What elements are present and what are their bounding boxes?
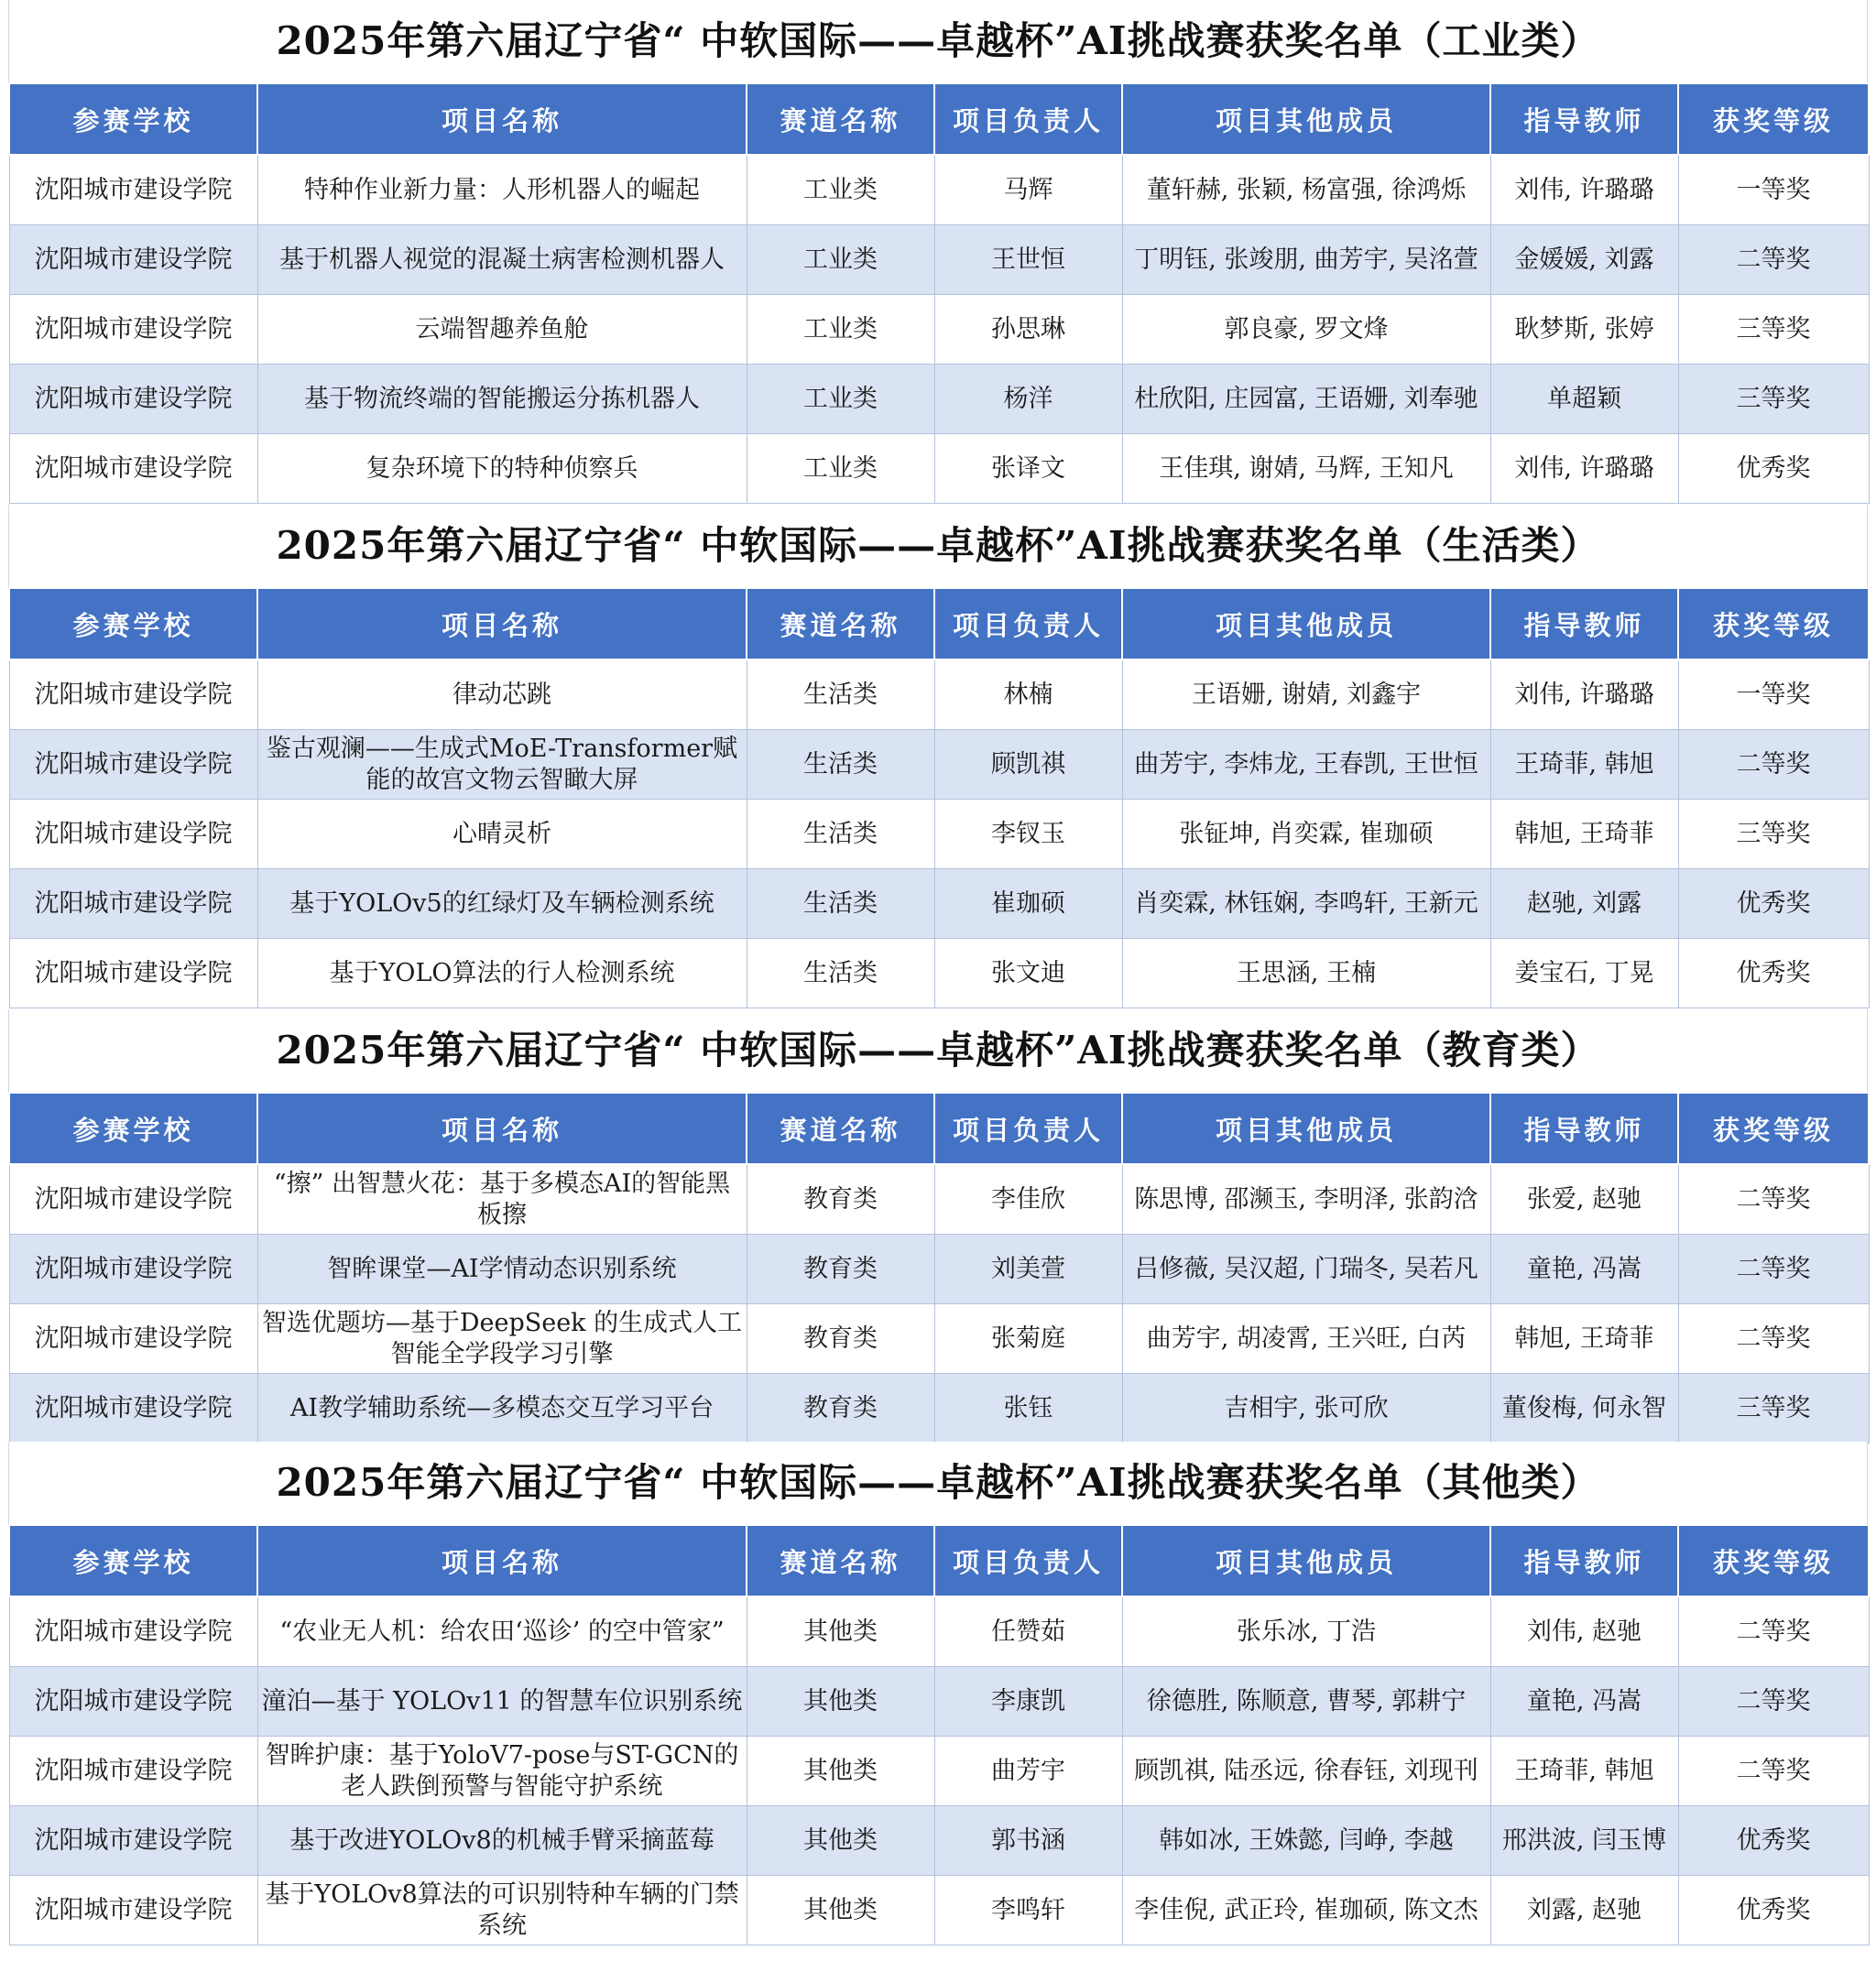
column-header: 获奖等级 xyxy=(1678,83,1869,155)
award-table xyxy=(8,1092,1870,1444)
table-row xyxy=(9,225,1869,295)
table-cell: 优秀奖 xyxy=(1678,1876,1869,1945)
table-cell: 沈阳城市建设学院 xyxy=(9,1164,257,1235)
table-cell: 李康凯 xyxy=(934,1667,1122,1737)
table-cell: 李佳倪, 武正玲, 崔珈硕, 陈文杰 xyxy=(1122,1876,1490,1945)
table-row xyxy=(9,1235,1869,1304)
table-cell: 教育类 xyxy=(747,1304,934,1374)
table-cell: “农业无人机：给农田‘巡诊’ 的空中管家” xyxy=(257,1596,747,1667)
table-cell: 张文迪 xyxy=(934,939,1122,1008)
table-cell: 王思涵, 王楠 xyxy=(1122,939,1490,1008)
table-cell: 姜宝石, 丁晃 xyxy=(1490,939,1678,1008)
table-cell: 王琦菲, 韩旭 xyxy=(1490,730,1678,800)
table-cell: 优秀奖 xyxy=(1678,1806,1869,1876)
table-cell: 沈阳城市建设学院 xyxy=(9,1737,257,1806)
table-cell: “擦” 出智慧火花：基于多模态AI的智能黑板擦 xyxy=(257,1164,747,1235)
table-cell: 王琦菲, 韩旭 xyxy=(1490,1737,1678,1806)
table-cell: 刘伟, 许璐璐 xyxy=(1490,434,1678,504)
column-header: 赛道名称 xyxy=(747,1525,934,1596)
table-cell: 单超颖 xyxy=(1490,365,1678,434)
table-cell: 工业类 xyxy=(747,225,934,295)
table-cell: 二等奖 xyxy=(1678,1596,1869,1667)
table-cell: 沈阳城市建设学院 xyxy=(9,295,257,365)
column-header: 项目名称 xyxy=(257,1093,747,1164)
section-title: 2025年第六届辽宁省“ 中软国际——卓越杯”AI挑战赛获奖名单（其他类） xyxy=(8,1442,1868,1524)
table-cell: 复杂环境下的特种侦察兵 xyxy=(257,434,747,504)
table-cell: 张爱, 赵驰 xyxy=(1490,1164,1678,1235)
column-header: 赛道名称 xyxy=(747,588,934,659)
table-cell: 特种作业新力量：人形机器人的崛起 xyxy=(257,155,747,225)
table-cell: 李钗玉 xyxy=(934,800,1122,869)
table-cell: 金媛媛, 刘露 xyxy=(1490,225,1678,295)
table-cell: 张钲坤, 肖奕霖, 崔珈硕 xyxy=(1122,800,1490,869)
table-row xyxy=(9,295,1869,365)
table-cell: 教育类 xyxy=(747,1374,934,1444)
table-row xyxy=(9,869,1869,939)
column-header: 指导教师 xyxy=(1490,588,1678,659)
award-table xyxy=(8,82,1870,504)
table-cell: 张译文 xyxy=(934,434,1122,504)
table-cell: 张乐冰, 丁浩 xyxy=(1122,1596,1490,1667)
table-cell: 二等奖 xyxy=(1678,225,1869,295)
award-section xyxy=(8,1009,1868,1444)
table-cell: 律动芯跳 xyxy=(257,659,747,730)
section-title: 2025年第六届辽宁省“ 中软国际——卓越杯”AI挑战赛获奖名单（生活类） xyxy=(8,505,1868,587)
table-cell: 刘伟, 许璐璐 xyxy=(1490,155,1678,225)
column-header: 参赛学校 xyxy=(9,1525,257,1596)
table-row xyxy=(9,1806,1869,1876)
table-cell: 沈阳城市建设学院 xyxy=(9,155,257,225)
table-cell: 任赞茹 xyxy=(934,1596,1122,1667)
table-cell: 董轩赫, 张颖, 杨富强, 徐鸿烁 xyxy=(1122,155,1490,225)
table-cell: 云端智趣养鱼舱 xyxy=(257,295,747,365)
table-cell: 一等奖 xyxy=(1678,155,1869,225)
table-row xyxy=(9,365,1869,434)
column-header: 项目名称 xyxy=(257,588,747,659)
table-cell: 王世恒 xyxy=(934,225,1122,295)
table-cell: 工业类 xyxy=(747,365,934,434)
table-cell: 生活类 xyxy=(747,869,934,939)
table-cell: 刘美萱 xyxy=(934,1235,1122,1304)
table-cell: 崔珈硕 xyxy=(934,869,1122,939)
table-cell: 三等奖 xyxy=(1678,800,1869,869)
column-header: 项目负责人 xyxy=(934,83,1122,155)
table-cell: 二等奖 xyxy=(1678,730,1869,800)
award-section xyxy=(8,0,1868,504)
table-cell: 马辉 xyxy=(934,155,1122,225)
column-header: 项目负责人 xyxy=(934,588,1122,659)
table-cell: 张钰 xyxy=(934,1374,1122,1444)
table-cell: 二等奖 xyxy=(1678,1164,1869,1235)
table-cell: 李佳欣 xyxy=(934,1164,1122,1235)
table-cell: 基于机器人视觉的混凝土病害检测机器人 xyxy=(257,225,747,295)
table-cell: 心晴灵析 xyxy=(257,800,747,869)
award-table xyxy=(8,587,1870,1008)
column-header: 参赛学校 xyxy=(9,83,257,155)
column-header: 赛道名称 xyxy=(747,83,934,155)
table-cell: 生活类 xyxy=(747,659,934,730)
table-cell: 基于物流终端的智能搬运分拣机器人 xyxy=(257,365,747,434)
table-cell: 张菊庭 xyxy=(934,1304,1122,1374)
table-cell: 工业类 xyxy=(747,295,934,365)
table-cell: 肖奕霖, 林钰娴, 李鸣轩, 王新元 xyxy=(1122,869,1490,939)
table-row xyxy=(9,1304,1869,1374)
table-cell: 沈阳城市建设学院 xyxy=(9,1667,257,1737)
table-cell: 赵驰, 刘露 xyxy=(1490,869,1678,939)
table-cell: 其他类 xyxy=(747,1737,934,1806)
table-cell: 童艳, 冯嵩 xyxy=(1490,1235,1678,1304)
table-cell: 智眸课堂—AI学情动态识别系统 xyxy=(257,1235,747,1304)
table-cell: 沈阳城市建设学院 xyxy=(9,1374,257,1444)
table-cell: 二等奖 xyxy=(1678,1737,1869,1806)
table-cell: 董俊梅, 何永智 xyxy=(1490,1374,1678,1444)
table-cell: 顾凯祺, 陆丞远, 徐春钰, 刘现刊 xyxy=(1122,1737,1490,1806)
table-cell: 其他类 xyxy=(747,1596,934,1667)
header-row xyxy=(9,83,1869,155)
table-cell: 邢洪波, 闫玉博 xyxy=(1490,1806,1678,1876)
table-cell: 沈阳城市建设学院 xyxy=(9,365,257,434)
table-cell: 生活类 xyxy=(747,800,934,869)
column-header: 获奖等级 xyxy=(1678,1093,1869,1164)
table-cell: 二等奖 xyxy=(1678,1304,1869,1374)
column-header: 项目其他成员 xyxy=(1122,588,1490,659)
table-cell: 鉴古观澜——生成式MoE-Transformer赋能的故宫文物云智瞰大屏 xyxy=(257,730,747,800)
section-title: 2025年第六届辽宁省“ 中软国际——卓越杯”AI挑战赛获奖名单（教育类） xyxy=(8,1009,1868,1092)
table-cell: 丁明钰, 张竣朋, 曲芳宇, 吴洺萱 xyxy=(1122,225,1490,295)
column-header: 项目名称 xyxy=(257,1525,747,1596)
table-cell: 基于改进YOLOv8的机械手臂采摘蓝莓 xyxy=(257,1806,747,1876)
table-row xyxy=(9,800,1869,869)
table-row xyxy=(9,1374,1869,1444)
table-cell: 李鸣轩 xyxy=(934,1876,1122,1945)
column-header: 项目其他成员 xyxy=(1122,1525,1490,1596)
table-cell: 曲芳宇 xyxy=(934,1737,1122,1806)
table-row xyxy=(9,659,1869,730)
table-cell: 王佳琪, 谢婧, 马辉, 王知凡 xyxy=(1122,434,1490,504)
table-cell: 刘伟, 许璐璐 xyxy=(1490,659,1678,730)
table-cell: 沈阳城市建设学院 xyxy=(9,225,257,295)
table-cell: 郭书涵 xyxy=(934,1806,1122,1876)
table-cell: 吉相宇, 张可欣 xyxy=(1122,1374,1490,1444)
table-cell: 优秀奖 xyxy=(1678,869,1869,939)
table-cell: 杜欣阳, 庄园富, 王语姗, 刘奉驰 xyxy=(1122,365,1490,434)
column-header: 参赛学校 xyxy=(9,588,257,659)
table-cell: 沈阳城市建设学院 xyxy=(9,730,257,800)
table-cell: 潼泊—基于 YOLOv11 的智慧车位识别系统 xyxy=(257,1667,747,1737)
table-cell: 教育类 xyxy=(747,1235,934,1304)
award-section xyxy=(8,1442,1868,1945)
table-row xyxy=(9,1667,1869,1737)
table-cell: 三等奖 xyxy=(1678,1374,1869,1444)
table-cell: 杨洋 xyxy=(934,365,1122,434)
header-row xyxy=(9,1093,1869,1164)
table-cell: 沈阳城市建设学院 xyxy=(9,659,257,730)
table-row xyxy=(9,1164,1869,1235)
table-cell: 沈阳城市建设学院 xyxy=(9,1235,257,1304)
table-cell: 郭良豪, 罗文烽 xyxy=(1122,295,1490,365)
header-row xyxy=(9,1525,1869,1596)
column-header: 获奖等级 xyxy=(1678,588,1869,659)
table-cell: 刘伟, 赵驰 xyxy=(1490,1596,1678,1667)
table-cell: 一等奖 xyxy=(1678,659,1869,730)
table-cell: 徐德胜, 陈顺意, 曹琴, 郭耕宁 xyxy=(1122,1667,1490,1737)
column-header: 项目负责人 xyxy=(934,1525,1122,1596)
table-cell: 童艳, 冯嵩 xyxy=(1490,1667,1678,1737)
table-row xyxy=(9,1596,1869,1667)
award-section xyxy=(8,505,1868,1008)
table-cell: 基于YOLO算法的行人检测系统 xyxy=(257,939,747,1008)
column-header: 获奖等级 xyxy=(1678,1525,1869,1596)
table-cell: 陈思博, 邵濒玉, 李明泽, 张韵浛 xyxy=(1122,1164,1490,1235)
table-row xyxy=(9,1876,1869,1945)
table-row xyxy=(9,730,1869,800)
table-cell: 沈阳城市建设学院 xyxy=(9,1596,257,1667)
table-cell: 智眸护康：基于YoloV7-pose与ST-GCN的老人跌倒预警与智能守护系统 xyxy=(257,1737,747,1806)
table-cell: 王语姗, 谢婧, 刘鑫宇 xyxy=(1122,659,1490,730)
table-row xyxy=(9,434,1869,504)
table-cell: 生活类 xyxy=(747,939,934,1008)
table-cell: 其他类 xyxy=(747,1806,934,1876)
table-cell: 工业类 xyxy=(747,434,934,504)
table-cell: 韩旭, 王琦菲 xyxy=(1490,1304,1678,1374)
column-header: 项目其他成员 xyxy=(1122,83,1490,155)
column-header: 项目名称 xyxy=(257,83,747,155)
table-row xyxy=(9,155,1869,225)
table-row xyxy=(9,939,1869,1008)
table-cell: 基于YOLOv5的红绿灯及车辆检测系统 xyxy=(257,869,747,939)
table-cell: 林楠 xyxy=(934,659,1122,730)
table-cell: AI教学辅助系统—多模态交互学习平台 xyxy=(257,1374,747,1444)
table-cell: 沈阳城市建设学院 xyxy=(9,1876,257,1945)
table-cell: 沈阳城市建设学院 xyxy=(9,939,257,1008)
table-cell: 基于YOLOv8算法的可识别特种车辆的门禁系统 xyxy=(257,1876,747,1945)
column-header: 赛道名称 xyxy=(747,1093,934,1164)
table-cell: 曲芳宇, 胡凌霄, 王兴旺, 白芮 xyxy=(1122,1304,1490,1374)
column-header: 参赛学校 xyxy=(9,1093,257,1164)
table-cell: 优秀奖 xyxy=(1678,434,1869,504)
table-cell: 其他类 xyxy=(747,1667,934,1737)
table-cell: 二等奖 xyxy=(1678,1667,1869,1737)
table-cell: 二等奖 xyxy=(1678,1235,1869,1304)
table-cell: 韩旭, 王琦菲 xyxy=(1490,800,1678,869)
column-header: 指导教师 xyxy=(1490,83,1678,155)
table-row xyxy=(9,1737,1869,1806)
table-cell: 其他类 xyxy=(747,1876,934,1945)
table-cell: 顾凯祺 xyxy=(934,730,1122,800)
table-cell: 工业类 xyxy=(747,155,934,225)
table-cell: 沈阳城市建设学院 xyxy=(9,800,257,869)
table-cell: 沈阳城市建设学院 xyxy=(9,1806,257,1876)
header-row xyxy=(9,588,1869,659)
table-cell: 生活类 xyxy=(747,730,934,800)
column-header: 指导教师 xyxy=(1490,1093,1678,1164)
table-cell: 三等奖 xyxy=(1678,295,1869,365)
column-header: 项目其他成员 xyxy=(1122,1093,1490,1164)
award-table xyxy=(8,1524,1870,1945)
column-header: 指导教师 xyxy=(1490,1525,1678,1596)
section-title: 2025年第六届辽宁省“ 中软国际——卓越杯”AI挑战赛获奖名单（工业类） xyxy=(8,0,1868,82)
table-cell: 沈阳城市建设学院 xyxy=(9,869,257,939)
table-cell: 曲芳宇, 李炜龙, 王春凯, 王世恒 xyxy=(1122,730,1490,800)
table-cell: 教育类 xyxy=(747,1164,934,1235)
table-cell: 耿梦斯, 张婷 xyxy=(1490,295,1678,365)
table-cell: 三等奖 xyxy=(1678,365,1869,434)
table-cell: 吕修薇, 吴汉超, 门瑞冬, 吴若凡 xyxy=(1122,1235,1490,1304)
table-cell: 智选优题坊—基于DeepSeek 的生成式人工智能全学段学习引擎 xyxy=(257,1304,747,1374)
table-cell: 沈阳城市建设学院 xyxy=(9,434,257,504)
table-cell: 优秀奖 xyxy=(1678,939,1869,1008)
table-cell: 韩如冰, 王姝懿, 闫峥, 李越 xyxy=(1122,1806,1490,1876)
table-cell: 刘露, 赵驰 xyxy=(1490,1876,1678,1945)
column-header: 项目负责人 xyxy=(934,1093,1122,1164)
table-cell: 孙思琳 xyxy=(934,295,1122,365)
table-cell: 沈阳城市建设学院 xyxy=(9,1304,257,1374)
